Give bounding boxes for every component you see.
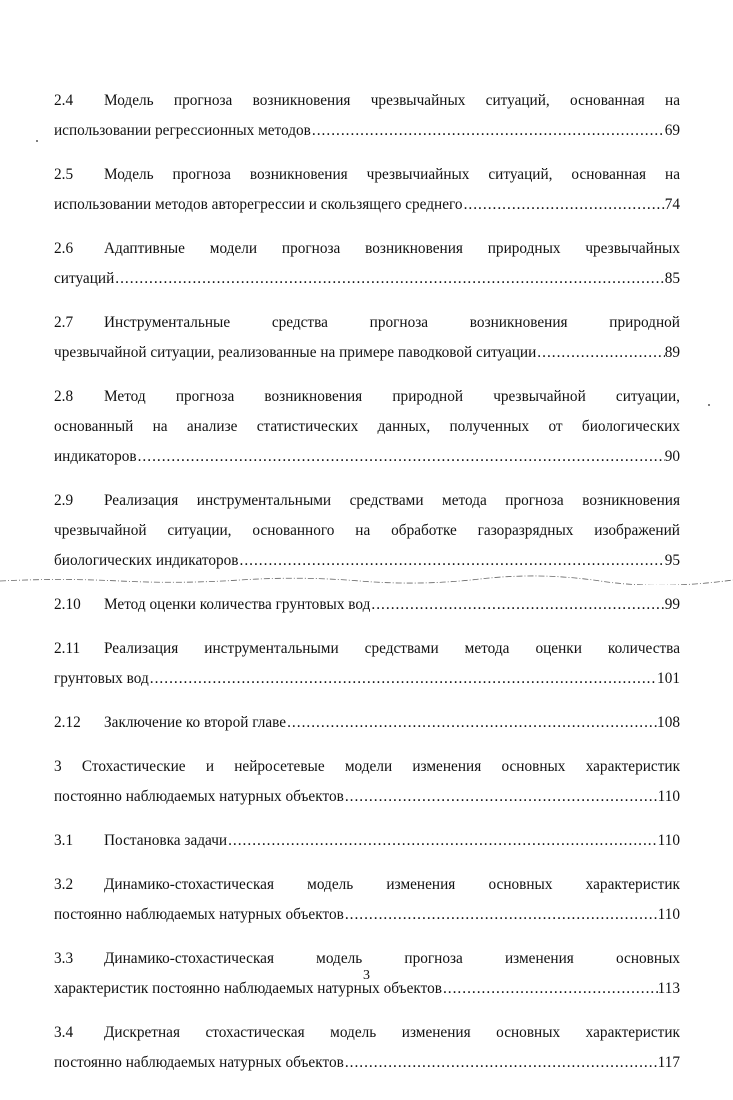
toc-entry	[54, 590, 680, 620]
dot-leader	[463, 190, 665, 220]
toc-entry-page-number: 110	[657, 906, 680, 923]
dot-leader	[344, 782, 658, 812]
toc-entry-title-line: Инструментальные средства прогноза возникновения природной	[104, 314, 680, 331]
toc-entry-title-line: Модель прогноза возникновения чрезвычиайных ситуаций, основанная на	[104, 166, 680, 183]
toc-entry-heading-line	[54, 752, 680, 782]
dot-leader	[227, 826, 658, 856]
toc-entry-last-line	[54, 190, 680, 220]
toc-entry-title-line: Дискретная стохастическая модель изменения основных характеристик	[104, 1024, 680, 1041]
toc-entry-page-number: 99	[664, 596, 680, 613]
dot-leader	[311, 116, 665, 146]
toc-entry-page-number: 95	[664, 552, 680, 569]
toc-entry-line	[54, 708, 680, 738]
toc-entry-title-line: постоянно наблюдаемых натурных объектов	[54, 1054, 344, 1071]
toc-entry-title-line: постоянно наблюдаемых натурных объектов	[54, 788, 344, 805]
toc-entry-title-line: Реализация инструментальными средствами метода оценки количества	[104, 640, 680, 657]
toc-entry-page-number: 101	[657, 670, 680, 687]
toc-entry	[54, 752, 680, 812]
toc-entry-heading-line	[54, 486, 680, 516]
toc-entry-number: 3.4	[54, 1024, 74, 1041]
toc-entry-heading-line	[54, 382, 680, 412]
toc-entry-number: 2.12	[54, 714, 81, 731]
toc-entry-number: 3.2	[54, 876, 74, 893]
toc-entry	[54, 1018, 680, 1078]
toc-entry-page-number: 69	[664, 122, 680, 139]
toc-entry-page-number: 85	[664, 270, 680, 287]
toc-entry-title-line: Динамико-стохастическая модель прогноза изменения основных	[104, 950, 680, 967]
toc-entry-title-line: биологических индикаторов	[54, 552, 239, 569]
toc-entry-number: 2.5	[54, 166, 74, 183]
toc-entry-last-line	[54, 664, 680, 694]
toc-entry-title-line: использовании регрессионных методов	[54, 122, 311, 139]
dot-leader	[344, 1048, 658, 1078]
toc-entry	[54, 234, 680, 294]
toc-entry-line	[54, 590, 680, 620]
toc-entry-page-number: 113	[657, 980, 680, 997]
toc-entry-heading-line	[54, 234, 680, 264]
toc-entry-last-line	[54, 782, 680, 812]
toc-entry-title-line: 3 Стохастические и нейросетевые модели изменения основных характеристик	[54, 758, 680, 775]
toc-entry-number: 3.3	[54, 950, 74, 967]
toc-entry-title-line: использовании методов авторегрессии и скользящего среднего	[54, 196, 463, 213]
toc-entry-number: 2.11	[54, 640, 81, 657]
toc-entry-heading-line	[54, 160, 680, 190]
toc-entry-title-line: характеристик постоянно наблюдаемых натурных объектов	[54, 980, 442, 997]
toc-entry-last-line	[54, 442, 680, 472]
toc-entry-page-number: 108	[657, 714, 680, 731]
toc-entry-title-line: Заключение ко второй главе	[104, 714, 287, 731]
dot-leader	[286, 708, 657, 738]
dot-leader	[149, 664, 657, 694]
toc-entry-last-line	[54, 1048, 680, 1078]
toc-entry-page-number: 90	[664, 448, 680, 465]
toc-entry	[54, 634, 680, 694]
toc-entry-title-line: Метод прогноза возникновения природной чрезвычайной ситуации,	[104, 388, 680, 405]
toc-entry-heading-line	[54, 1018, 680, 1048]
toc-entry	[54, 308, 680, 368]
toc-entry	[54, 708, 680, 738]
toc-entry-title-line: ситуаций	[54, 270, 115, 287]
toc-entry-last-line	[54, 900, 680, 930]
page-number: 3	[363, 968, 370, 983]
toc-entry-title-line: Реализация инструментальными средствами метода прогноза возникновения	[104, 492, 680, 509]
toc-entry-number: 2.7	[54, 314, 74, 331]
toc-entry-heading-line	[54, 634, 680, 664]
toc-entry-last-line	[54, 338, 680, 368]
toc-entry-line	[54, 826, 680, 856]
toc-entry-title-line: грунтовых вод	[54, 670, 149, 687]
scan-speck	[36, 140, 38, 142]
toc-entry	[54, 160, 680, 220]
toc-entry-page-number: 110	[657, 788, 680, 805]
toc-entry-page-number: 89	[664, 344, 680, 361]
toc-entry	[54, 870, 680, 930]
toc-entry-number: 2.9	[54, 492, 74, 509]
toc-entry-last-line	[54, 116, 680, 146]
toc-entry	[54, 486, 680, 576]
toc-entry-title-line: постоянно наблюдаемых натурных объектов	[54, 906, 344, 923]
dot-leader	[137, 442, 665, 472]
dot-leader	[536, 338, 664, 368]
toc-entry	[54, 826, 680, 856]
toc-entry-title-line: чрезвычайной ситуации, основанного на обработке газоразрядных изображений	[54, 522, 680, 539]
toc-entry-title-line: Метод оценки количества грунтовых вод	[104, 596, 371, 613]
toc-entry-title-line: чрезвычайной ситуации, реализованные на примере паводковой ситуации	[54, 344, 537, 361]
toc-entry-heading-line	[54, 308, 680, 338]
toc-entry-number: 3.1	[54, 832, 74, 849]
toc-entry-title-line: Модель прогноза возникновения чрезвычайных ситуаций, основанная на	[104, 92, 680, 109]
toc-entry-title-line: Постановка задачи	[104, 832, 228, 849]
toc-entry-heading-line	[54, 86, 680, 116]
toc-entry-title-line: Динамико-стохастическая модель изменения основных характеристик	[104, 876, 680, 893]
toc-entry-heading-line	[54, 870, 680, 900]
toc-entry-title-line: Адаптивные модели прогноза возникновения природных чрезвычайных	[104, 240, 680, 257]
toc-entry-last-line	[54, 546, 680, 576]
toc-entry-number: 2.4	[54, 92, 74, 109]
table-of-contents	[54, 86, 680, 1092]
toc-entry-last-line	[54, 264, 680, 294]
toc-entry-number: 2.8	[54, 388, 74, 405]
toc-entry	[54, 382, 680, 472]
toc-entry-page-number: 110	[657, 832, 680, 849]
toc-entry-title-line: основанный на анализе статистических данных, полученных от биологических	[54, 418, 680, 435]
toc-entry-number: 2.6	[54, 240, 74, 257]
dot-leader	[114, 264, 664, 294]
dot-leader	[239, 546, 665, 576]
toc-entry-title-line: индикаторов	[54, 448, 137, 465]
toc-entry-number: 2.10	[54, 596, 81, 613]
toc-entry-page-number: 74	[664, 196, 680, 213]
toc-entry	[54, 86, 680, 146]
scan-speck	[708, 404, 710, 406]
dot-leader	[344, 900, 658, 930]
toc-entry-page-number: 117	[657, 1054, 680, 1071]
dot-leader	[370, 590, 664, 620]
